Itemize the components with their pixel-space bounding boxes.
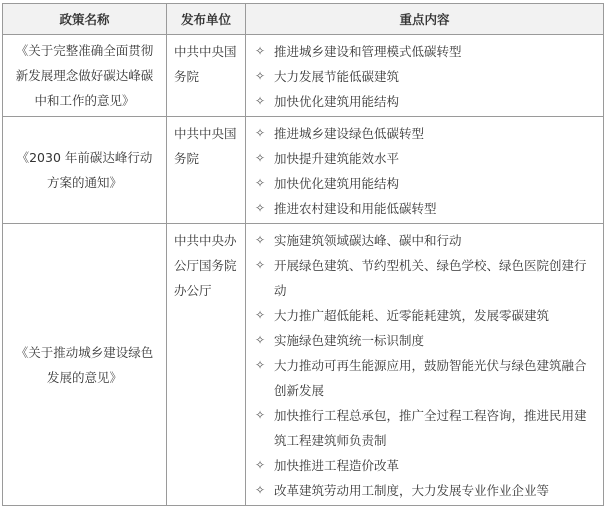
list-item — [251, 64, 595, 89]
diamond-outline-icon: ✧ — [254, 69, 266, 83]
list-item — [251, 478, 595, 503]
list-item — [251, 453, 595, 478]
policy-name-cell: 《关于完整准确全面贯彻新发展理念做好碳达峰碳中和工作的意见》 — [3, 35, 167, 117]
list-item-text: 大力推广超低能耗、近零能耗建筑，发展零碳建筑 — [274, 308, 550, 323]
diamond-outline-icon: ✧ — [254, 483, 266, 497]
list-item-text: 实施建筑领域碳达峰、碳中和行动 — [274, 233, 462, 248]
list-item-text: 加快推进工程造价改革 — [274, 458, 400, 473]
policy-name-cell: 《关于推动城乡建设绿色发展的意见》 — [3, 224, 167, 506]
table-body — [3, 35, 604, 506]
list-item-text: 加快提升建筑能效水平 — [274, 151, 400, 166]
list-item — [251, 196, 595, 221]
header-policy-name: 政策名称 — [3, 4, 167, 35]
list-item-text: 加快优化建筑用能结构 — [274, 94, 400, 109]
key-content-cell — [246, 117, 604, 224]
diamond-outline-icon: ✧ — [254, 258, 266, 272]
list-item-text: 实施绿色建筑统一标识制度 — [274, 333, 425, 348]
key-content-list — [251, 39, 595, 114]
issuer-cell: 中共中央办公厅国务院办公厅 — [167, 224, 246, 506]
list-item — [251, 121, 595, 146]
header-row — [3, 4, 604, 35]
list-item — [251, 228, 595, 253]
list-item — [251, 146, 595, 171]
list-item — [251, 303, 595, 328]
table-row — [3, 117, 604, 224]
list-item — [251, 253, 595, 303]
list-item-text: 改革建筑劳动用工制度，大力发展专业作业企业等 — [274, 483, 550, 498]
header-key-content: 重点内容 — [246, 4, 604, 35]
list-item — [251, 328, 595, 353]
diamond-outline-icon: ✧ — [254, 408, 266, 422]
list-item-text: 推进城乡建设和管理模式低碳转型 — [274, 44, 462, 59]
table-row — [3, 35, 604, 117]
diamond-outline-icon: ✧ — [254, 151, 266, 165]
key-content-list — [251, 121, 595, 221]
list-item-text: 加快优化建筑用能结构 — [274, 176, 400, 191]
key-content-cell — [246, 224, 604, 506]
list-item-text: 大力推动可再生能源应用，鼓励智能光伏与绿色建筑融合创新发展 — [274, 358, 587, 398]
diamond-outline-icon: ✧ — [254, 176, 266, 190]
diamond-outline-icon: ✧ — [254, 44, 266, 58]
issuer-cell: 中共中央国务院 — [167, 117, 246, 224]
key-content-cell — [246, 35, 604, 117]
diamond-outline-icon: ✧ — [254, 126, 266, 140]
diamond-outline-icon: ✧ — [254, 233, 266, 247]
diamond-outline-icon: ✧ — [254, 458, 266, 472]
list-item — [251, 403, 595, 453]
list-item — [251, 89, 595, 114]
list-item — [251, 171, 595, 196]
list-item — [251, 39, 595, 64]
issuer-cell: 中共中央国务院 — [167, 35, 246, 117]
policy-name-cell: 《2030 年前碳达峰行动方案的通知》 — [3, 117, 167, 224]
list-item-text: 推进农村建设和用能低碳转型 — [274, 201, 437, 216]
list-item-text: 加快推行工程总承包，推广全过程工程咨询，推进民用建筑工程建筑师负责制 — [274, 408, 587, 448]
diamond-outline-icon: ✧ — [254, 358, 266, 372]
list-item — [251, 353, 595, 403]
key-content-list — [251, 228, 595, 503]
list-item-text: 开展绿色建筑、节约型机关、绿色学校、绿色医院创建行动 — [274, 258, 587, 298]
list-item-text: 大力发展节能低碳建筑 — [274, 69, 400, 84]
policy-table — [2, 3, 604, 506]
table-row — [3, 224, 604, 506]
diamond-outline-icon: ✧ — [254, 308, 266, 322]
header-issuer: 发布单位 — [167, 4, 246, 35]
list-item-text: 推进城乡建设绿色低碳转型 — [274, 126, 425, 141]
diamond-outline-icon: ✧ — [254, 201, 266, 215]
diamond-outline-icon: ✧ — [254, 333, 266, 347]
diamond-outline-icon: ✧ — [254, 94, 266, 108]
